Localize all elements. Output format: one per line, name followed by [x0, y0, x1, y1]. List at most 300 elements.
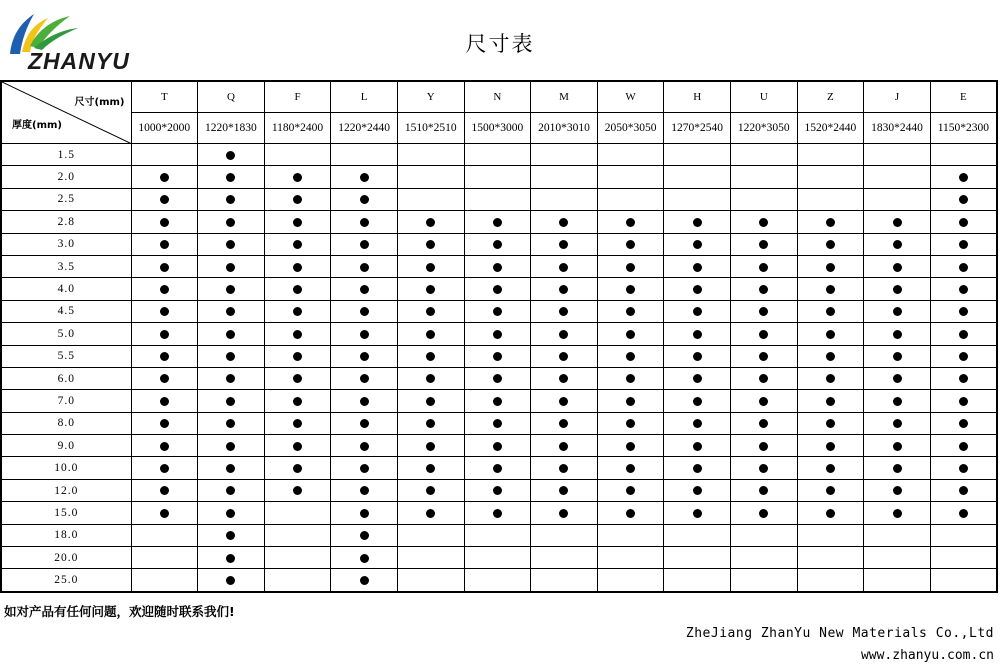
available-dot-icon [826, 419, 835, 428]
available-dot-icon [226, 397, 235, 406]
table-row [1, 479, 997, 501]
availability-cell [797, 323, 864, 345]
available-dot-icon [360, 307, 369, 316]
available-dot-icon [559, 397, 568, 406]
availability-cell [531, 144, 598, 166]
page-title: 尺寸表 [465, 32, 535, 56]
thickness-cell: 10.0 [1, 457, 131, 479]
column-size: 1220*3050 [730, 113, 797, 144]
corner-thickness-label: 厚度(mm) [12, 120, 62, 131]
availability-cell [331, 367, 398, 389]
available-dot-icon [559, 330, 568, 339]
availability-cell [198, 412, 265, 434]
available-dot-icon [893, 442, 902, 451]
availability-cell [198, 479, 265, 501]
column-size: 1150*2300 [930, 113, 997, 144]
available-dot-icon [559, 374, 568, 383]
available-dot-icon [426, 442, 435, 451]
availability-cell [664, 479, 731, 501]
available-dot-icon [693, 374, 702, 383]
availability-cell [131, 457, 198, 479]
availability-cell [264, 144, 331, 166]
available-dot-icon [893, 218, 902, 227]
availability-cell [397, 166, 464, 188]
availability-cell [264, 390, 331, 412]
available-dot-icon [893, 374, 902, 383]
availability-cell [531, 211, 598, 233]
available-dot-icon [293, 442, 302, 451]
available-dot-icon [759, 464, 768, 473]
availability-cell [664, 233, 731, 255]
thickness-cell: 2.8 [1, 211, 131, 233]
available-dot-icon [293, 397, 302, 406]
availability-cell [664, 188, 731, 210]
availability-cell [531, 233, 598, 255]
available-dot-icon [693, 285, 702, 294]
availability-cell [864, 435, 931, 457]
available-dot-icon [959, 352, 968, 361]
column-size: 1520*2440 [797, 113, 864, 144]
table-row [1, 390, 997, 412]
available-dot-icon [360, 397, 369, 406]
available-dot-icon [959, 285, 968, 294]
available-dot-icon [226, 486, 235, 495]
available-dot-icon [226, 464, 235, 473]
available-dot-icon [426, 352, 435, 361]
availability-cell [864, 367, 931, 389]
availability-cell [397, 479, 464, 501]
available-dot-icon [493, 509, 502, 518]
available-dot-icon [160, 240, 169, 249]
size-table [0, 80, 998, 593]
thickness-cell: 20.0 [1, 547, 131, 569]
available-dot-icon [360, 442, 369, 451]
availability-cell [131, 345, 198, 367]
availability-cell [397, 502, 464, 524]
available-dot-icon [826, 218, 835, 227]
available-dot-icon [160, 419, 169, 428]
available-dot-icon [493, 307, 502, 316]
availability-cell [730, 524, 797, 546]
availability-cell [597, 569, 664, 592]
availability-cell [597, 345, 664, 367]
availability-cell [131, 569, 198, 592]
availability-cell [597, 300, 664, 322]
availability-cell [930, 479, 997, 501]
availability-cell [264, 255, 331, 277]
available-dot-icon [559, 285, 568, 294]
availability-cell [531, 166, 598, 188]
availability-cell [464, 367, 531, 389]
availability-cell [464, 502, 531, 524]
availability-cell [930, 435, 997, 457]
available-dot-icon [826, 263, 835, 272]
availability-cell [464, 144, 531, 166]
available-dot-icon [893, 263, 902, 272]
thickness-cell: 4.0 [1, 278, 131, 300]
thickness-cell: 2.5 [1, 188, 131, 210]
availability-cell [397, 367, 464, 389]
available-dot-icon [693, 486, 702, 495]
available-dot-icon [826, 509, 835, 518]
header-code-row [1, 81, 997, 113]
thickness-cell: 15.0 [1, 502, 131, 524]
availability-cell [397, 144, 464, 166]
available-dot-icon [893, 509, 902, 518]
availability-cell [930, 255, 997, 277]
available-dot-icon [959, 240, 968, 249]
available-dot-icon [226, 240, 235, 249]
availability-cell [131, 524, 198, 546]
available-dot-icon [226, 442, 235, 451]
availability-cell [797, 188, 864, 210]
available-dot-icon [626, 397, 635, 406]
table-row [1, 300, 997, 322]
availability-cell [597, 166, 664, 188]
availability-cell [930, 367, 997, 389]
available-dot-icon [626, 330, 635, 339]
available-dot-icon [360, 509, 369, 518]
available-dot-icon [226, 374, 235, 383]
availability-cell [198, 367, 265, 389]
availability-cell [397, 435, 464, 457]
table-row [1, 435, 997, 457]
availability-cell [131, 166, 198, 188]
availability-cell [597, 323, 664, 345]
availability-cell [597, 412, 664, 434]
table-row [1, 211, 997, 233]
availability-cell [464, 435, 531, 457]
availability-cell [797, 300, 864, 322]
availability-cell [131, 412, 198, 434]
availability-cell [198, 524, 265, 546]
thickness-cell: 6.0 [1, 367, 131, 389]
availability-cell [331, 255, 398, 277]
availability-cell [730, 300, 797, 322]
availability-cell [331, 502, 398, 524]
availability-cell [331, 547, 398, 569]
availability-cell [797, 569, 864, 592]
availability-cell [331, 524, 398, 546]
available-dot-icon [893, 464, 902, 473]
thickness-cell: 3.0 [1, 233, 131, 255]
available-dot-icon [959, 374, 968, 383]
column-code: M [531, 81, 598, 113]
table-row [1, 255, 997, 277]
available-dot-icon [426, 263, 435, 272]
availability-cell [331, 435, 398, 457]
available-dot-icon [360, 352, 369, 361]
availability-cell [397, 457, 464, 479]
availability-cell [664, 569, 731, 592]
availability-cell [464, 390, 531, 412]
availability-cell [597, 547, 664, 569]
available-dot-icon [426, 330, 435, 339]
website-link[interactable]: www.zhanyu.com.cn [860, 648, 994, 663]
available-dot-icon [160, 263, 169, 272]
thickness-cell: 5.5 [1, 345, 131, 367]
column-code: W [597, 81, 664, 113]
availability-cell [864, 255, 931, 277]
availability-cell [730, 390, 797, 412]
availability-cell [464, 255, 531, 277]
availability-cell [797, 435, 864, 457]
available-dot-icon [893, 330, 902, 339]
availability-cell [264, 211, 331, 233]
column-code: E [930, 81, 997, 113]
availability-cell [864, 569, 931, 592]
availability-cell [397, 412, 464, 434]
corner-size-label: 尺寸(mm) [74, 97, 125, 108]
availability-cell [797, 457, 864, 479]
available-dot-icon [493, 442, 502, 451]
table-row [1, 278, 997, 300]
available-dot-icon [693, 442, 702, 451]
available-dot-icon [626, 352, 635, 361]
available-dot-icon [226, 330, 235, 339]
available-dot-icon [293, 218, 302, 227]
availability-cell [331, 211, 398, 233]
availability-cell [531, 255, 598, 277]
availability-cell [531, 390, 598, 412]
availability-cell [397, 211, 464, 233]
availability-cell [464, 412, 531, 434]
availability-cell [730, 144, 797, 166]
available-dot-icon [893, 307, 902, 316]
available-dot-icon [226, 531, 235, 540]
availability-cell [597, 188, 664, 210]
available-dot-icon [693, 240, 702, 249]
availability-cell [864, 211, 931, 233]
availability-cell [930, 502, 997, 524]
availability-cell [198, 390, 265, 412]
available-dot-icon [826, 307, 835, 316]
available-dot-icon [160, 352, 169, 361]
available-dot-icon [759, 509, 768, 518]
corner-diagonal-line [2, 82, 131, 144]
availability-cell [198, 166, 265, 188]
availability-cell [597, 211, 664, 233]
available-dot-icon [160, 464, 169, 473]
available-dot-icon [160, 442, 169, 451]
availability-cell [464, 188, 531, 210]
availability-cell [930, 188, 997, 210]
availability-cell [597, 144, 664, 166]
logo-wordmark: ZHANYU [28, 48, 130, 74]
availability-cell [531, 479, 598, 501]
availability-cell [198, 345, 265, 367]
availability-cell [264, 166, 331, 188]
table-row [1, 547, 997, 569]
availability-cell [531, 345, 598, 367]
availability-cell [864, 479, 931, 501]
thickness-cell: 1.5 [1, 144, 131, 166]
availability-cell [930, 323, 997, 345]
available-dot-icon [893, 486, 902, 495]
availability-cell [397, 188, 464, 210]
column-code: Y [397, 81, 464, 113]
availability-cell [264, 188, 331, 210]
availability-cell [198, 547, 265, 569]
available-dot-icon [959, 173, 968, 182]
available-dot-icon [759, 419, 768, 428]
available-dot-icon [759, 285, 768, 294]
available-dot-icon [493, 486, 502, 495]
availability-cell [264, 457, 331, 479]
availability-cell [664, 412, 731, 434]
thickness-cell: 12.0 [1, 479, 131, 501]
available-dot-icon [360, 173, 369, 182]
availability-cell [198, 211, 265, 233]
availability-cell [131, 323, 198, 345]
available-dot-icon [826, 285, 835, 294]
table-row [1, 188, 997, 210]
availability-cell [264, 547, 331, 569]
availability-cell [664, 367, 731, 389]
available-dot-icon [426, 486, 435, 495]
available-dot-icon [493, 263, 502, 272]
availability-cell [264, 367, 331, 389]
availability-cell [264, 345, 331, 367]
column-size: 1510*2510 [397, 113, 464, 144]
available-dot-icon [959, 486, 968, 495]
availability-cell [131, 547, 198, 569]
available-dot-icon [559, 307, 568, 316]
column-size: 2050*3050 [597, 113, 664, 144]
availability-cell [597, 457, 664, 479]
availability-cell [597, 233, 664, 255]
availability-cell [198, 502, 265, 524]
available-dot-icon [559, 464, 568, 473]
availability-cell [797, 524, 864, 546]
available-dot-icon [226, 554, 235, 563]
availability-cell [797, 233, 864, 255]
availability-cell [131, 255, 198, 277]
available-dot-icon [293, 419, 302, 428]
company-name: ZheJiang ZhanYu New Materials Co.,Ltd [685, 626, 994, 641]
availability-cell [264, 300, 331, 322]
availability-cell [198, 569, 265, 592]
available-dot-icon [959, 307, 968, 316]
available-dot-icon [959, 397, 968, 406]
availability-cell [131, 367, 198, 389]
availability-cell [930, 166, 997, 188]
available-dot-icon [360, 486, 369, 495]
availability-cell [464, 233, 531, 255]
availability-cell [597, 435, 664, 457]
availability-cell [198, 435, 265, 457]
availability-cell [730, 367, 797, 389]
table-row [1, 502, 997, 524]
availability-cell [531, 502, 598, 524]
availability-cell [331, 569, 398, 592]
available-dot-icon [759, 263, 768, 272]
availability-cell [664, 547, 731, 569]
available-dot-icon [826, 464, 835, 473]
thickness-cell: 9.0 [1, 435, 131, 457]
available-dot-icon [426, 509, 435, 518]
thickness-cell: 3.5 [1, 255, 131, 277]
column-size: 1180*2400 [264, 113, 331, 144]
availability-cell [131, 479, 198, 501]
available-dot-icon [493, 330, 502, 339]
column-code: H [664, 81, 731, 113]
availability-cell [797, 547, 864, 569]
column-code: U [730, 81, 797, 113]
availability-cell [864, 233, 931, 255]
available-dot-icon [559, 218, 568, 227]
availability-cell [664, 435, 731, 457]
available-dot-icon [826, 374, 835, 383]
availability-cell [597, 524, 664, 546]
availability-cell [464, 323, 531, 345]
available-dot-icon [160, 374, 169, 383]
availability-cell [331, 412, 398, 434]
availability-cell [198, 457, 265, 479]
available-dot-icon [226, 307, 235, 316]
availability-cell [331, 144, 398, 166]
column-size: 1500*3000 [464, 113, 531, 144]
availability-cell [797, 166, 864, 188]
availability-cell [664, 211, 731, 233]
available-dot-icon [426, 397, 435, 406]
table-row [1, 166, 997, 188]
availability-cell [131, 502, 198, 524]
column-size: 1830*2440 [864, 113, 931, 144]
available-dot-icon [493, 240, 502, 249]
availability-cell [264, 233, 331, 255]
availability-cell [730, 345, 797, 367]
available-dot-icon [559, 352, 568, 361]
availability-cell [664, 166, 731, 188]
table-row [1, 323, 997, 345]
availability-cell [664, 278, 731, 300]
availability-cell [730, 479, 797, 501]
available-dot-icon [293, 263, 302, 272]
available-dot-icon [559, 240, 568, 249]
available-dot-icon [426, 464, 435, 473]
availability-cell [464, 278, 531, 300]
available-dot-icon [626, 442, 635, 451]
available-dot-icon [693, 464, 702, 473]
available-dot-icon [360, 240, 369, 249]
thickness-cell: 8.0 [1, 412, 131, 434]
available-dot-icon [626, 464, 635, 473]
column-size: 1220*1830 [198, 113, 265, 144]
availability-cell [131, 211, 198, 233]
availability-cell [131, 233, 198, 255]
availability-cell [730, 547, 797, 569]
availability-cell [131, 278, 198, 300]
available-dot-icon [160, 509, 169, 518]
availability-cell [597, 479, 664, 501]
table-row [1, 345, 997, 367]
column-size: 1000*2000 [131, 113, 198, 144]
availability-cell [597, 390, 664, 412]
available-dot-icon [626, 240, 635, 249]
availability-cell [664, 300, 731, 322]
availability-cell [864, 323, 931, 345]
thickness-cell: 25.0 [1, 569, 131, 592]
column-code: Z [797, 81, 864, 113]
available-dot-icon [759, 240, 768, 249]
availability-cell [397, 255, 464, 277]
available-dot-icon [693, 307, 702, 316]
availability-cell [797, 390, 864, 412]
availability-cell [198, 144, 265, 166]
availability-cell [664, 502, 731, 524]
availability-cell [198, 233, 265, 255]
